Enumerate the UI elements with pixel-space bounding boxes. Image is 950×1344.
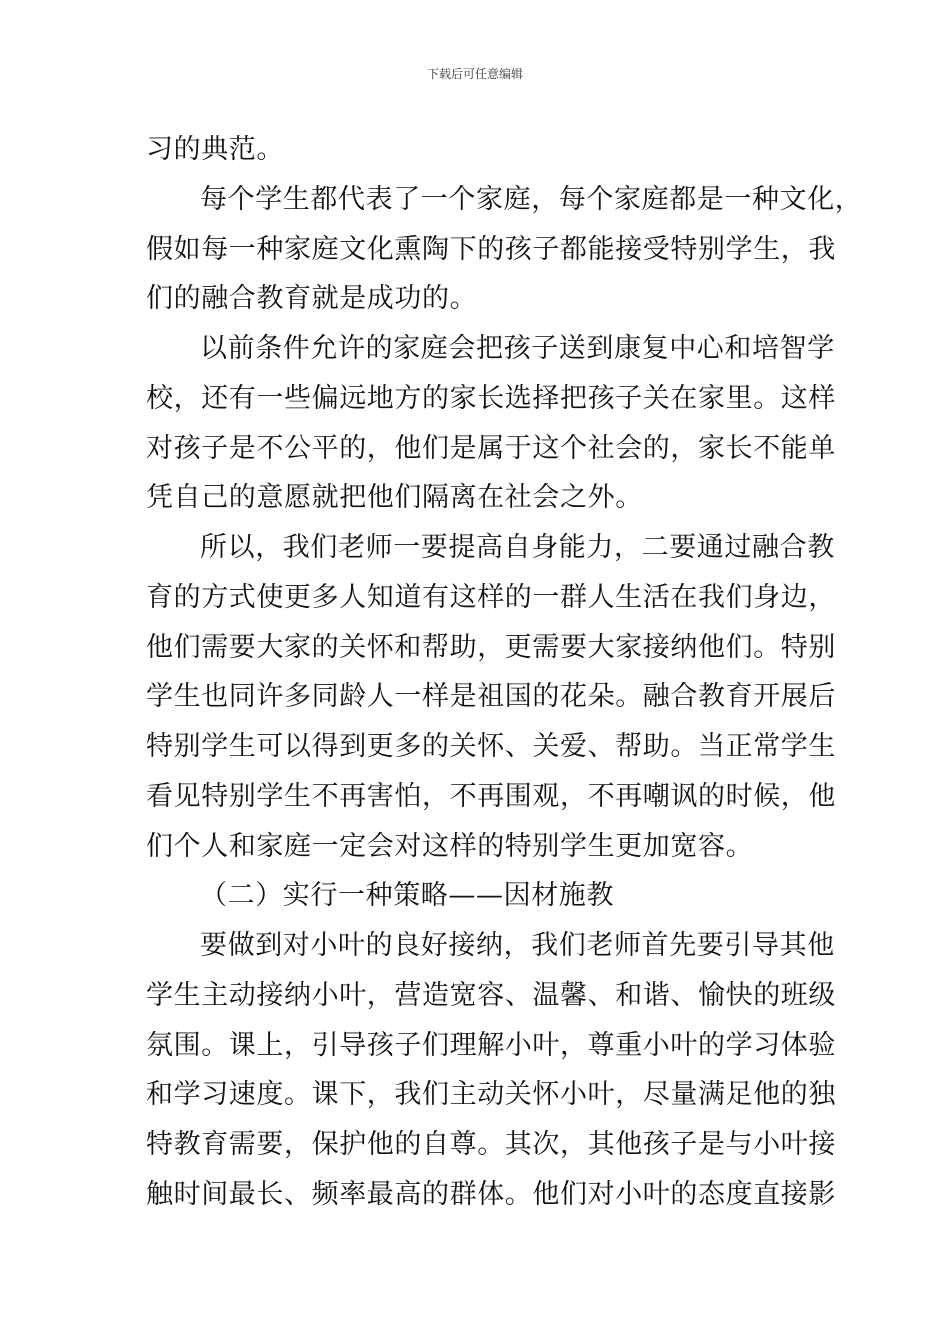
- text-line: 学生主动接纳小叶，营造宽容、温馨、和谐、愉快的班级: [146, 980, 836, 1011]
- text-line: 学生也同许多同龄人一样是祖国的花朵。融合教育开展后: [146, 681, 836, 712]
- text-line: 育的方式使更多人知道有这样的一群人生活在我们身边，: [146, 582, 836, 613]
- text-line: 对孩子是不公平的，他们是属于这个社会的，家长不能单: [146, 433, 836, 464]
- text-line: 和学习速度。课下，我们主动关怀小叶，尽量满足他的独: [146, 1079, 836, 1110]
- text-line: 氛围。课上，引导孩子们理解小叶，尊重小叶的学习体验: [146, 1030, 836, 1061]
- text-line: 们的融合教育就是成功的。: [146, 283, 478, 314]
- text-line: 特教育需要，保护他的自尊。其次，其他孩子是与小叶接: [146, 1129, 836, 1160]
- text-line: 凭自己的意愿就把他们隔离在社会之外。: [146, 482, 643, 513]
- text-line: 所以，我们老师一要提高自身能力，二要通过融合教: [200, 532, 835, 563]
- text-line: 假如每一种家庭文化熏陶下的孩子都能接受特别学生，我: [146, 234, 836, 265]
- text-line: 习的典范。: [146, 134, 284, 165]
- text-line: 每个学生都代表了一个家庭，每个家庭都是一种文化，: [200, 184, 863, 215]
- page-header: 下载后可任意编辑: [426, 67, 523, 81]
- text-line: 以前条件允许的家庭会把孩子送到康复中心和培智学: [200, 333, 835, 364]
- text-line: 特别学生可以得到更多的关怀、关爱、帮助。当正常学生: [146, 731, 836, 762]
- text-line: 看见特别学生不再害怕，不再围观，不再嘲讽的时候，他: [146, 781, 836, 812]
- text-line: 要做到对小叶的良好接纳，我们老师首先要引导其他: [200, 930, 835, 961]
- text-line: 触时间最长、频率最高的群体。他们对小叶的态度直接影: [146, 1179, 836, 1210]
- text-line: 们个人和家庭一定会对这样的特别学生更加宽容。: [146, 831, 754, 862]
- text-line: 校，还有一些偏远地方的家长选择把孩子关在家里。这样: [146, 383, 836, 414]
- text-line: 他们需要大家的关怀和帮助，更需要大家接纳他们。特别: [146, 632, 836, 663]
- section-heading: （二）实行一种策略——因材施教: [200, 880, 614, 911]
